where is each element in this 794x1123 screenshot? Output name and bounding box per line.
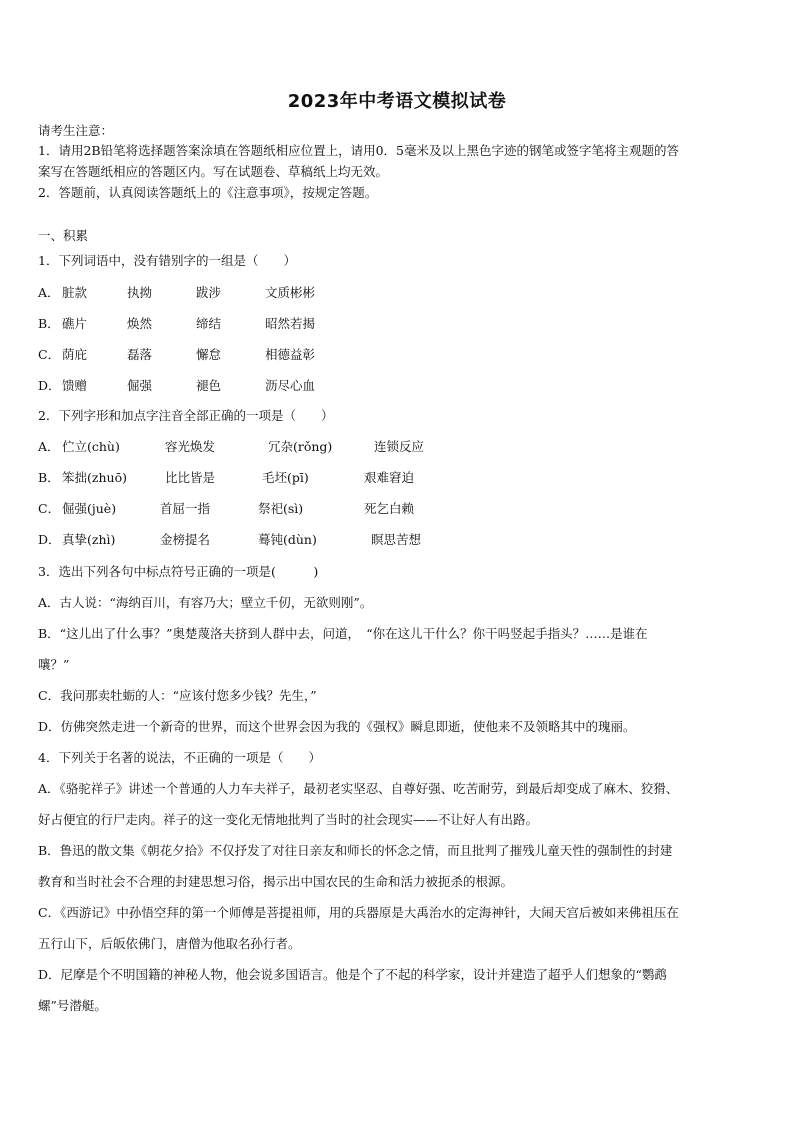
option-word: 祭祀(sì)	[258, 501, 304, 516]
question-4-option-b: B．鲁迅的散文集《朝花夕拾》不仅抒发了对往日亲友和师长的怀念之情，而且批判了摧残儿童天性的强制性的封建	[38, 843, 673, 858]
option-word: 毛坯(pī)	[262, 470, 309, 485]
option-word: 比比皆是	[165, 470, 216, 485]
question-3-option-d: D．仿佛突然走进一个新奇的世界，而这个世界会因为我的《强权》瞬息即逝，使他来不及领略其中的瑰丽。	[38, 719, 636, 734]
option-word: 荫庇	[62, 347, 88, 362]
question-4-option-b-cont: 教育和当时社会不合理的封建思想习俗，揭示出中国农民的生命和活力被扼杀的根源。	[38, 874, 514, 889]
option-word: 文质彬彬	[265, 285, 316, 300]
question-4-option-a: A．《骆驼祥子》讲述一个普通的人力车夫祥子，最初老实坚忍、自尊好强、吃苦耐劳，到最后却变成了麻木、狡猾、	[38, 781, 679, 796]
notice-item-2: 2．答题前，认真阅读答题纸上的《注意事项》，按规定答题。	[38, 185, 378, 200]
question-4-option-c: C．《西游记》中孙悟空拜的第一个师傅是菩提祖师，用的兵器原是大禹治水的定海神针，大闹天宫后被如来佛祖压在	[38, 905, 679, 920]
option-letter: C．	[38, 501, 61, 516]
option-letter: D．	[38, 378, 61, 393]
option-letter: B．	[38, 316, 60, 331]
exam-title: 2023年中考语文模拟试卷	[287, 91, 507, 112]
option-word: 馈赠	[62, 378, 88, 393]
question-4-option-d-cont: 螺”号潜艇。	[38, 998, 107, 1013]
option-word: 相德益彰	[265, 347, 316, 362]
option-word: 懈怠	[196, 347, 222, 362]
option-word: 礁片	[62, 316, 88, 331]
notice-heading: 请考生注意：	[38, 123, 114, 138]
option-word: 昭然若揭	[265, 316, 316, 331]
option-word: 瞑思苦想	[371, 532, 422, 547]
option-letter: A．	[38, 439, 60, 454]
option-word: 磊落	[127, 347, 153, 362]
option-word: 死乞白赖	[364, 501, 415, 516]
option-letter: D．	[38, 532, 61, 547]
option-word: 艰难窘迫	[364, 470, 415, 485]
option-word: 倔强(juè)	[62, 501, 117, 516]
option-word: 容光焕发	[165, 439, 216, 454]
question-4-option-c-cont: 五行山下，后皈依佛门，唐僧为他取名孙行者。	[38, 936, 301, 951]
question-4-option-d: D．尼摩是个不明国籍的神秘人物，他会说多国语言。他是个了不起的科学家，设计并建造了超乎人们想象的“鹦鹉	[38, 967, 667, 982]
option-word: 金榜提名	[160, 532, 211, 547]
option-word: 缔结	[196, 316, 222, 331]
option-word: 跋涉	[196, 285, 222, 300]
question-3-option-a: A．古人说：“海纳百川，有容乃大；壁立千仞，无欲则刚”。	[38, 595, 373, 610]
option-word: 蓦钝(dùn)	[258, 532, 317, 547]
option-word: 首屈一指	[160, 501, 211, 516]
option-word: 连锁反应	[374, 439, 425, 454]
option-word: 伫立(chù)	[62, 439, 120, 454]
option-word: 褪色	[196, 378, 222, 393]
question-3-stem: 3．选出下列各句中标点符号正确的一项是( )	[38, 564, 319, 579]
question-3-option-c: C．我问那卖牡蛎的人：“应该付您多少钱？先生，”	[38, 688, 317, 703]
question-3-option-b-cont: 嚷？”	[38, 657, 70, 672]
option-letter: B．	[38, 470, 60, 485]
question-4-stem: 4．下列关于名著的说法，不正确的一项是（ ）	[38, 750, 321, 765]
option-letter: A．	[38, 285, 60, 300]
question-1-stem: 1．下列词语中，没有错别字的一组是（ ）	[38, 253, 296, 268]
option-word: 笨拙(zhuō)	[62, 470, 127, 485]
notice-item-1-line-2: 案写在答题纸相应的答题区内。写在试题卷、草稿纸上均无效。	[38, 164, 389, 179]
section-heading: 一、积累	[38, 228, 89, 243]
option-word: 执拗	[127, 285, 153, 300]
option-word: 冗杂(rǒng)	[268, 439, 333, 454]
question-3-option-b: B．“这儿出了什么事？”奥楚蔑洛夫挤到人群中去，问道， “你在这儿干什么？你干吗竖起手指头？……是谁在	[38, 626, 648, 641]
notice-item-1-line-1: 1．请用2B铅笔将选择题答案涂填在答题纸相应位置上，请用0．5毫米及以上黑色字迹的钢笔或签字笔将主观题的答	[38, 143, 679, 158]
question-4-option-a-cont: 好占便宜的行尸走肉。祥子的这一变化无情地批判了当时的社会现实——不让好人有出路。	[38, 812, 539, 827]
option-word: 脏款	[62, 285, 88, 300]
question-2-stem: 2．下列字形和加点字注音全部正确的一项是（ ）	[38, 408, 334, 423]
option-word: 倔强	[127, 378, 153, 393]
option-word: 沥尽心血	[265, 378, 316, 393]
option-letter: C．	[38, 347, 61, 362]
option-word: 焕然	[127, 316, 153, 331]
option-word: 真挚(zhì)	[62, 532, 116, 547]
